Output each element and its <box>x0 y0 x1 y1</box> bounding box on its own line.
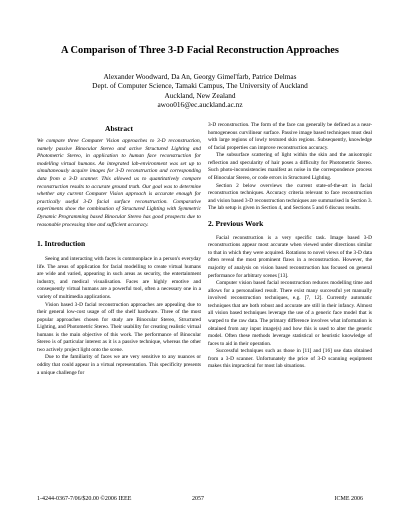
previous-work-paragraph-1: Facial reconstruction is a very specific task. Image based 3-D reconstructions appear most accurate when viewed under directions similar to that in which they were acquired. Rotations to novel views of the 3-D data often reveal the most prominent flaws in a reconstruction. However, the majority of analysis on vision based reconstruction has focused on general performance for arbitrary scenes [13]. <box>208 234 372 279</box>
intro-continued-paragraph-1: 3-D reconstruction. The form of the face can generally be defined as a near-homogeneous curvilinear surface. Passive image based techniques must deal with large regions of lowly textured skin regions. Subsequently, knowledge of facial properties can improve reconstruction accuracy. <box>208 122 372 151</box>
left-column <box>37 122 201 377</box>
author-email: awoo016@ec.auckland.ac.nz <box>157 99 243 109</box>
right-column <box>208 122 372 371</box>
author-location: Auckland, New Zealand <box>164 90 236 100</box>
intro-paragraph-2: Vision based 3-D facial reconstruction approaches are appealing due to their general low-cost usage of off the shelf hardware. Three of the most popular approaches chosen for study are Binocular Stereo, Structured Lighting, and Photometric Stereo. Their usability for creating realistic virtual humans is the main objective of this work. The performance of Binocular Stereo is of particular interest as it is a passive technique, whereas the other two actively project light onto the scene. <box>37 301 201 353</box>
introduction-heading: 1. Introduction <box>37 239 86 249</box>
intro-continued-paragraph-3: Section 2 below overviews the current state-of-the-art in facial reconstruction techniques. Accuracy criteria relevant to face reconstruction and vision based 3-D reconstruction techniques are summarised in Section 3. The lab setup is given in Section 4, and Sections 5 and 6 discuss results. <box>208 182 372 212</box>
paper-title: A Comparison of Three 3-D Facial Reconstruction Approaches <box>61 45 339 56</box>
abstract-text: We compare three Computer Vision approaches to 3-D reconstruction, namely passive Binocular Stereo and active Structured Lighting and Photometric Stereo, in application to human face reconstruction for modelling virtual humans. An integrated lab-environment was set up to simultaneously acquire images for 3-D reconstruction and corresponding data from a 3-D scanner. This allowed us to quantitatively compare reconstruction results to accurate ground truth. Our goal was to determine whether any current Computer Vision approach is accurate enough for practically useful 3-D facial surface reconstruction. Comparative experiments show the combination of Structured Lighting with Symmetric Dynamic Programming based Binocular Stereo has good prospects due to reasonable processing time and sufficient accuracy. <box>37 138 201 228</box>
footer-copyright: 1-4244-0367-7/06/$20.00 ©2006 IEEE <box>37 496 132 502</box>
abstract-heading: Abstract <box>105 124 133 133</box>
author-names: Alexander Woodward, Da An, Georgy Gimel'farb, Patrice Delmas <box>103 72 297 81</box>
author-affiliation: Dept. of Computer Science, Tamaki Campus, The University of Auckland <box>92 81 308 91</box>
previous-work-heading: 2. Previous Work <box>208 218 264 228</box>
intro-paragraph-3: Due to the familiarity of faces we are very sensitive to any nuances or oddity that could appear in a virtual representation. This specificity presents a unique challenge for <box>37 354 201 376</box>
footer-conference: ICME 2006 <box>334 496 363 502</box>
previous-work-paragraph-3: Successful techniques such as those in [11] and [16] use data obtained from a 3-D scanner. Unfortunately the price of 3-D scanning equipment makes this impractical for most lab situations. <box>208 348 372 370</box>
author-block <box>20 72 380 109</box>
previous-work-paragraph-2: Computer vision based facial reconstruction reduces modelling time and allows for a personalised result. There exist many successful yet manually involved reconstruction techniques, e.g. [7, 12]. Currently automatic techniques that are both robust and accurate are still in their infancy. Almost all vision based techniques leverage the use of a generic face model that is warped to the raw data. The primary difference involves what information is obtained from any input image(s) and how this is used to alter the generic model. Often these methods leverage statistical or heuristic knowledge of faces to aid in their operation. <box>208 280 372 347</box>
intro-continued-paragraph-2: The subsurface scattering of light within the skin and the anisotropic reflection and specularity of hair poses a difficulty for Photometric Stereo. Such photo-inconsistencies manifest as noise in the correspondence process of Binocular Stereo, or code errors in Structured Lighting. <box>208 152 372 181</box>
footer-page-number: 2057 <box>192 496 204 502</box>
intro-paragraph-1: Seeing and interacting with faces is commonplace in a person's everyday life. The areas of application for facial modelling to create virtual humans are wide and varied, appearing in such areas as security, the entertainment industry, and medical visualisation. Faces are highly emotive and consequently virtual humans are a powerful tool, often a necessary one in a variety of multimedia applications. <box>37 256 201 300</box>
